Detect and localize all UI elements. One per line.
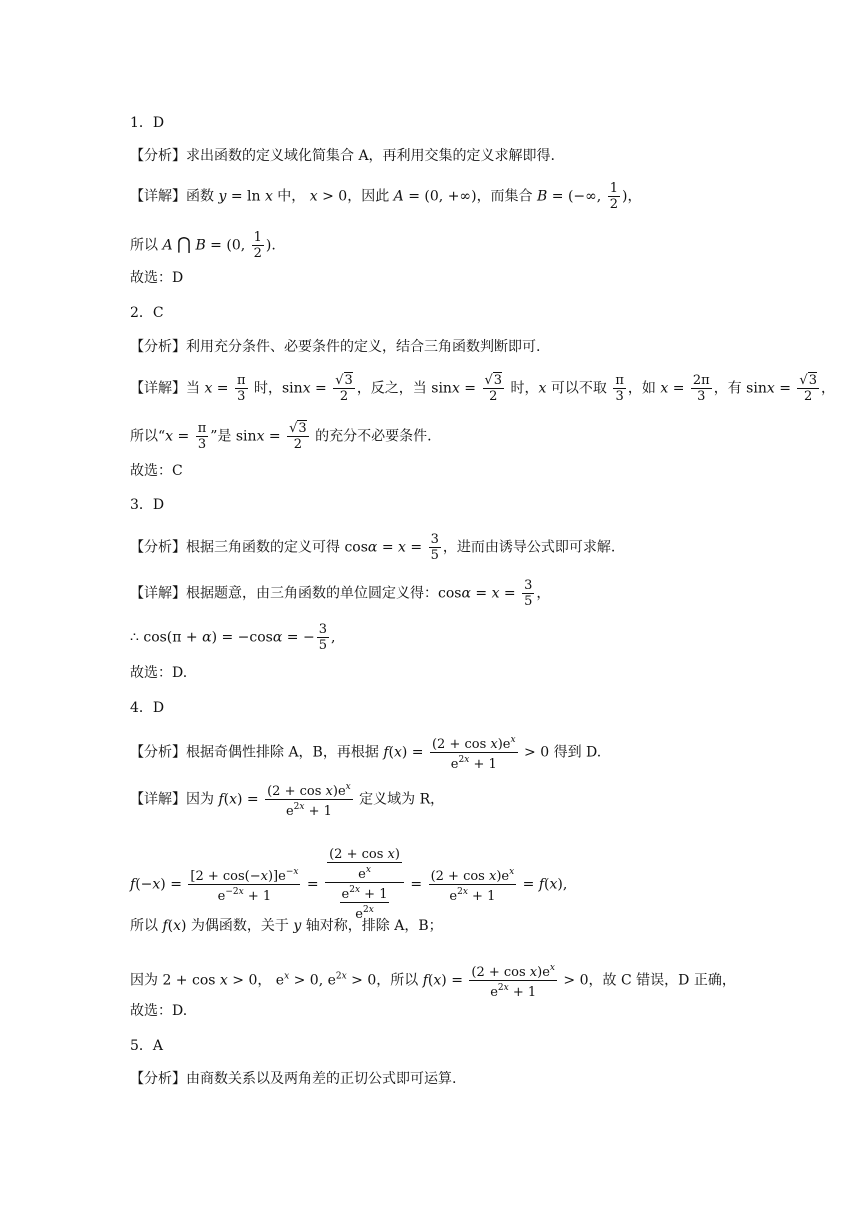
q3-detail: 【详解】根据题意，由三角函数的单位圆定义得：cosα = x = $\frac{3}{5}$ ，: [130, 578, 551, 609]
q1-analysis: 【分析】求出函数的定义域化简集合 A，再利用交集的定义求解即得.: [130, 148, 556, 164]
q4-number: 4．D: [130, 700, 165, 716]
q5-analysis: 【分析】由商数关系以及两角差的正切公式即可运算.: [130, 1071, 457, 1087]
q5-number: 5．A: [130, 1038, 164, 1054]
q3-choice: 故选：D.: [130, 665, 188, 681]
q4-even-conclusion: 所以 f(x) 为偶函数，关于 y 轴对称，排除 A，B；: [130, 918, 443, 934]
q4-detail: 【详解】因为 f(x) = $\frac{(2 + \cos x)e^x}{e^{2x} + 1}$ 定义域为 R，: [130, 782, 445, 819]
q1-number: 1．D: [130, 115, 165, 131]
q4-choice: 故选：D.: [130, 1003, 188, 1019]
q2-conclusion: 所以“x = $\frac{\pi}{3}$ ”是 sinx = $\frac{√3}{2}$ 的充分不必要条件.: [130, 421, 432, 452]
q2-analysis: 【分析】利用充分条件、必要条件的定义，结合三角函数判断即可.: [130, 339, 541, 355]
q4-even-derivation: f(−x) = $\frac{[2 + \cos(-x)]e^{-x}}{e^{-2x} + 1}$ = $\frac{\frac{\text{(2 + cos x)}}{e^x}}{\frac{e^{2x} + 1}{e^{2x}}}$ = $\frac{(2 + \cos x)e^x}{e^{2x} + 1}$ = f(x),: [130, 847, 568, 922]
q2-detail: 【详解】当 x = $\frac{\pi}{3}$ 时，sinx = $\frac{√3}{2}$ ，反之，当 sinx = $\frac{√3}{2}$ 时，x 可以不取 $\frac{\pi}{3}$ ，如 x = $\frac{2\pi}{3}$ ，有 sinx = $\frac{√3}{2}$ ，: [130, 373, 835, 404]
q4-positivity: 因为 2 + cos x > 0， $e^x > 0$, $e^{2x} > 0$，所以 f(x) = $\frac{(2 + \cos x)e^x}{e^{2x} + 1}$ > 0，故 C 错误，D 正确，: [130, 963, 736, 1000]
q1-intersection: 所以 A ⋂ B = (0, $\frac{1}{2}$ ).: [130, 230, 276, 261]
q1-choice: 故选：D: [130, 270, 184, 286]
q4-analysis: 【分析】根据奇偶性排除 A，B，再根据 f(x) = $\frac{(2 + \cos x)e^x}{e^{2x} + 1}$ > 0 得到 D.: [130, 735, 602, 772]
q3-number: 3．D: [130, 497, 165, 513]
q2-number: 2．C: [130, 305, 164, 321]
q3-analysis: 【分析】根据三角函数的定义可得 cosα = x = $\frac{3}{5}$ ，进而由诱导公式即可求解.: [130, 532, 616, 563]
q1-detail: 【详解】函数 y = ln x 中， x > 0，因此 A = (0, +∞)，而集合 B = (−∞, $\frac{1}{2}$ )，: [130, 181, 642, 212]
q2-choice: 故选：C: [130, 463, 183, 479]
q3-derivation: ∴ cos(π + α) = −cosα = − $\frac{3}{5}$ ,: [130, 622, 336, 653]
